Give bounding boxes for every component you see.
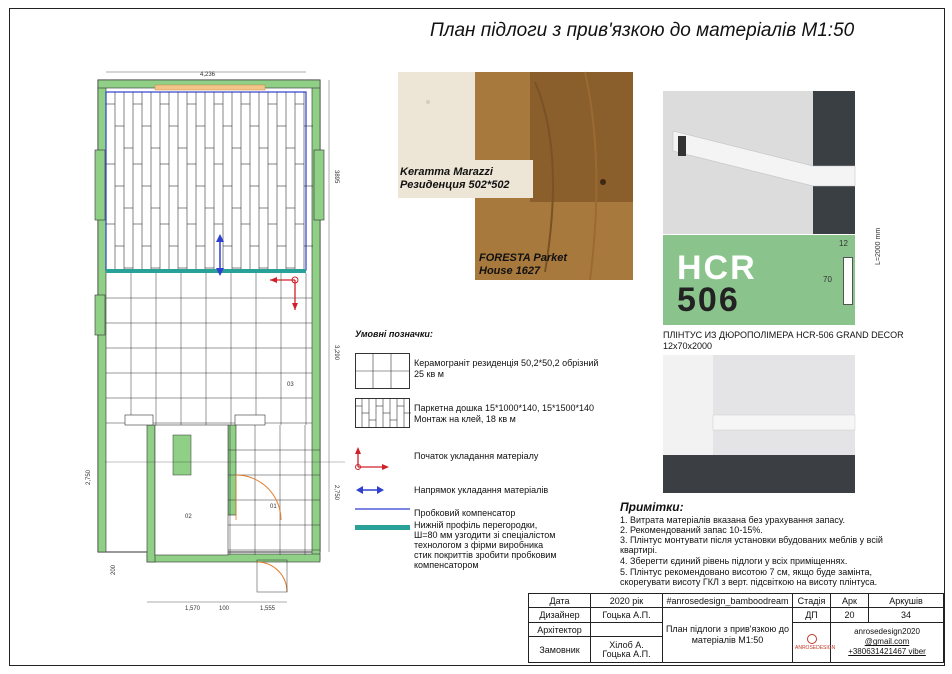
notes-title: Примітки: xyxy=(620,500,684,514)
hcr-spec-panel xyxy=(663,227,882,325)
dim-right-middle: 3,290 xyxy=(333,345,339,361)
legend-parquet-line2: Монтаж на клей, 18 кв м xyxy=(414,414,516,424)
legend-parquet-symbol xyxy=(355,398,410,428)
contact-line3: +380631421467 viber xyxy=(848,647,926,657)
legend-item-direction: Напрямок укладання матеріалів xyxy=(414,485,549,495)
architect-label: Архітектор xyxy=(529,622,591,637)
legend-profile-line4: стик покриттів зробити пробковим xyxy=(414,550,557,560)
contact-line1: anrosedesign2020 xyxy=(854,627,920,637)
note-3-cont: квартирі. xyxy=(620,545,658,555)
client-value-line1: Хілоб А. xyxy=(609,639,644,650)
sheets-value: 34 xyxy=(869,608,944,622)
dim-right-upper: 3895 xyxy=(333,170,339,184)
tile-material-label xyxy=(400,166,510,192)
hcr-profile-section xyxy=(843,257,853,305)
legend-profile-line1: Нижній профіль перегородки, xyxy=(414,520,538,530)
legend-tile-line2: 25 кв м xyxy=(414,369,444,379)
tile-label-line2: Резиденция 502*502 xyxy=(400,179,510,191)
designer-label: Дизайнер xyxy=(529,608,591,622)
hcr-model: 506 xyxy=(677,281,740,319)
hcr-dim-width: 12 xyxy=(839,239,848,248)
parquet-label-line1: FORESTA Parket xyxy=(479,252,568,264)
sheet-label: Арк xyxy=(831,594,869,608)
legend-parquet-line1: Паркетна дошка 15*1000*140, 15*1500*140 xyxy=(414,403,595,413)
room-number-02: 02 xyxy=(185,514,192,520)
hashtag: #anrosedesign_bamboodream xyxy=(663,594,793,608)
dim-right-lower: 2,750 xyxy=(333,485,339,501)
logo xyxy=(793,622,836,662)
door-swing xyxy=(236,475,281,520)
dim-bottom-mid: 100 xyxy=(219,606,230,612)
note-5-cont: скорегувати висоту ГКЛ з верт. підсвіткою на висоту плінтуса. xyxy=(620,577,878,587)
dim-top-width: 4,236 xyxy=(200,72,216,78)
client-value xyxy=(591,637,663,663)
sheet-value: 20 xyxy=(831,608,869,622)
note-4: 4. Зберегти єдиний рівень підлоги у всіх приміщеннях. xyxy=(620,556,848,566)
legend-profile-line5: компенсатором xyxy=(414,560,479,570)
legend-profile-line2: Ш=80 мм узгодити зі спеціалістом xyxy=(414,530,556,540)
floor-plan xyxy=(85,70,345,620)
sheet-title: План підлоги з прив'язкою до матеріалів М1:50 xyxy=(663,608,793,663)
parquet-area xyxy=(106,92,313,270)
parquet-label-line2: House 1627 xyxy=(479,265,541,277)
bathroom xyxy=(125,415,265,555)
client-value-line2: Гоцька А.П. xyxy=(602,648,651,659)
skirting-room-photo xyxy=(663,355,855,493)
room-number-03: 03 xyxy=(287,382,294,388)
legend-item-parquet xyxy=(414,403,594,425)
designer-value: Гоцька А.П. xyxy=(591,608,663,622)
hcr-caption-line2: 12х70х2000 xyxy=(663,341,713,351)
hcr-dim-length: L=2000 mm xyxy=(875,227,882,265)
hcr-profile-photo xyxy=(663,91,855,234)
note-2: 2. Рекомендований запас 10-15%. xyxy=(620,525,763,535)
legend-title: Умовні позначки: xyxy=(355,329,433,339)
hcr-dim-height: 70 xyxy=(823,275,832,284)
dim-bottom-right: 1,555 xyxy=(260,606,276,612)
legend-item-profile xyxy=(414,520,557,570)
start-marker xyxy=(270,277,298,310)
legend-item-start: Початок укладання матеріалу xyxy=(414,451,539,461)
contact-line2: @gmail.com xyxy=(864,637,910,647)
dim-left-lower: 2,750 xyxy=(86,469,92,485)
room-number-01: 01 xyxy=(270,504,277,510)
cork-compensator xyxy=(106,269,306,273)
hcr-brand: HCR xyxy=(677,249,757,287)
legend-compensator-symbol xyxy=(355,506,410,512)
tile-label-line1: Keramma Marazzi xyxy=(400,166,493,178)
stage-label: Стадія xyxy=(793,594,831,608)
entry-door-swing xyxy=(257,562,287,592)
hcr-caption-line1: ПЛІНТУС ИЗ ДЮРОПОЛІМЕРА HCR-506 GRAND DECOR xyxy=(663,330,904,340)
stage-value: ДП xyxy=(793,608,831,622)
legend-tile-line1: Керамограніт резиденція 50,2*50,2 обрізний xyxy=(414,358,599,368)
parquet-material-label xyxy=(479,252,567,278)
legend-start-symbol xyxy=(352,445,392,473)
note-3: 3. Плінтус монтувати після установки вбудованих меблів у всій xyxy=(620,535,883,545)
legend-direction-symbol xyxy=(355,484,385,496)
sheets-label: Аркушів xyxy=(869,594,944,608)
architect-value xyxy=(591,622,663,637)
date-value: 2020 рік xyxy=(591,594,663,608)
legend-item-tile xyxy=(414,358,598,380)
contact-info xyxy=(831,622,944,662)
legend-tile-symbol xyxy=(355,353,410,389)
legend-item-compensator: Пробковий компенсатор xyxy=(414,508,516,518)
note-1: 1. Витрата матеріалів вказана без урахування запасу. xyxy=(620,515,845,525)
legend-profile-line3: технологом з фірми виробника xyxy=(414,540,544,550)
logo-text: ANROSEDESIGN xyxy=(795,644,836,651)
hcr-caption xyxy=(663,330,943,352)
client-label: Замовник xyxy=(529,637,591,663)
date-label: Дата xyxy=(529,594,591,608)
note-5: 5. Плінтус рекомендовано висотою 7 см, якщо буде замінта, xyxy=(620,567,872,577)
title-block xyxy=(528,593,944,663)
dim-bottom-offset: 200 xyxy=(111,564,117,575)
dim-bottom-left: 1,570 xyxy=(185,606,201,612)
legend-profile-symbol xyxy=(355,524,410,532)
page-title: План підлоги з прив'язкою до матеріалів М1:50 xyxy=(430,20,855,41)
